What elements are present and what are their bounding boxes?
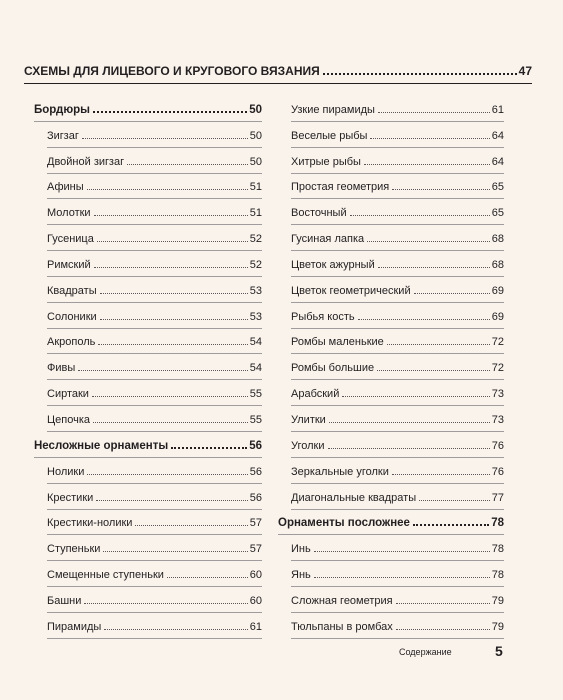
dot-leader: [329, 422, 490, 423]
toc-entry-row[interactable]: [34, 581, 262, 607]
toc-page-number: 73: [491, 413, 504, 426]
toc-entry-title: Смещенные ступеньки: [47, 569, 164, 582]
toc-entry-row[interactable]: [34, 245, 262, 271]
toc-entry-row[interactable]: [278, 297, 504, 323]
dot-leader: [342, 396, 489, 397]
dot-leader: [367, 241, 490, 242]
toc-entry-row[interactable]: [278, 193, 504, 219]
toc-page-number: 56: [249, 491, 262, 504]
dot-leader: [378, 112, 490, 113]
toc-entry-row[interactable]: [278, 271, 504, 297]
dot-leader: [96, 500, 247, 501]
toc-page-number: 72: [491, 362, 504, 375]
dot-leader: [100, 293, 248, 294]
toc-page-number: 57: [249, 543, 262, 556]
dot-leader: [82, 138, 248, 139]
dot-leader: [100, 319, 248, 320]
toc-entry-row[interactable]: [34, 297, 262, 323]
toc-entry-title: Крестики: [47, 491, 94, 504]
toc-page-number: 73: [491, 388, 504, 401]
toc-page-number: 56: [249, 439, 262, 452]
toc-entry-title: Башни: [47, 594, 82, 607]
toc-page-number: 61: [491, 103, 504, 116]
dot-leader: [93, 422, 248, 423]
toc-entry-row[interactable]: [278, 478, 504, 504]
toc-page-number: 68: [491, 233, 504, 246]
dot-leader: [396, 629, 490, 630]
toc-entry-row[interactable]: [34, 193, 262, 219]
toc-entry-row[interactable]: [278, 219, 504, 245]
toc-entry-title: Хитрые рыбы: [291, 155, 361, 168]
toc-page-number: 79: [491, 594, 504, 607]
toc-page-number: 50: [249, 155, 262, 168]
toc-entry-row[interactable]: [278, 426, 504, 452]
toc-page-number: 56: [249, 465, 262, 478]
dot-leader: [378, 267, 490, 268]
toc-entry-row[interactable]: [278, 323, 504, 349]
toc-entry-row[interactable]: [278, 452, 504, 478]
toc-page-number: 52: [249, 258, 262, 271]
dot-leader: [392, 189, 489, 190]
dot-leader: [328, 448, 490, 449]
toc-entry-title: Квадраты: [47, 284, 97, 297]
dot-leader: [94, 215, 248, 216]
dot-leader: [84, 603, 247, 604]
toc-entry-title: Молотки: [47, 207, 91, 220]
toc-entry-row[interactable]: [34, 323, 262, 349]
toc-entry-title: Диагональные квадраты: [291, 491, 417, 504]
dot-leader: [93, 111, 247, 113]
toc-entry-title: Улитки: [291, 413, 326, 426]
toc-entry-title: Гусиная лапка: [291, 233, 365, 246]
toc-page-number: 64: [491, 129, 504, 142]
toc-page-number: 78: [491, 517, 504, 530]
dot-leader: [87, 189, 248, 190]
toc-entry-title: Цепочка: [47, 413, 90, 426]
dot-leader: [377, 370, 490, 371]
toc-entry-title: Арабский: [291, 388, 340, 401]
dot-leader: [94, 267, 248, 268]
toc-page-number: 64: [491, 155, 504, 168]
toc-page-number: 53: [249, 284, 262, 297]
toc-page-number: 76: [491, 465, 504, 478]
toc-entry-row[interactable]: [34, 348, 262, 374]
toc-entry-title: Сложная геометрия: [291, 594, 393, 607]
dot-leader: [314, 551, 490, 552]
toc-section-title: Несложные орнаменты: [34, 439, 169, 452]
toc-entry-row[interactable]: [278, 168, 504, 194]
toc-page-number: 65: [491, 207, 504, 220]
toc-entry-row[interactable]: [278, 348, 504, 374]
dot-leader: [127, 164, 248, 165]
toc-entry-row[interactable]: [34, 219, 262, 245]
toc-entry-title: Зигзаг: [47, 129, 79, 142]
toc-entry-row[interactable]: [34, 271, 262, 297]
toc-page-number: 60: [249, 594, 262, 607]
toc-page-number: 51: [249, 181, 262, 194]
dot-leader: [135, 525, 247, 526]
toc-entry-title: Узкие пирамиды: [291, 103, 375, 116]
toc-entry-title: Восточный: [291, 207, 347, 220]
dot-leader: [358, 319, 490, 320]
toc-page-number: 61: [249, 620, 262, 633]
toc-section-title: Орнаменты посложнее: [278, 517, 410, 530]
toc-entry-title: Солоники: [47, 310, 97, 323]
toc-entry-row[interactable]: [34, 529, 262, 555]
dot-leader: [419, 500, 490, 501]
toc-entry-row[interactable]: [278, 400, 504, 426]
toc-page-number: 57: [249, 517, 262, 530]
toc-entry-title: Инь: [291, 543, 311, 556]
toc-entry-title: Римский: [47, 258, 91, 271]
toc-entry-row[interactable]: [34, 607, 262, 633]
toc-page-number: 78: [491, 569, 504, 582]
toc-entry-row[interactable]: [278, 374, 504, 400]
toc-page-number: 60: [249, 569, 262, 582]
toc-page-number: 76: [491, 439, 504, 452]
toc-column-left: [34, 90, 262, 633]
toc-entry-title: Двойной зигзаг: [47, 155, 125, 168]
toc-page-number: 77: [491, 491, 504, 504]
toc-entry-title: Ромбы маленькие: [291, 336, 384, 349]
toc-entry-row[interactable]: [34, 555, 262, 581]
dot-leader: [323, 73, 517, 75]
toc-column-right: [278, 90, 504, 633]
toc-page-number: 52: [249, 233, 262, 246]
dot-leader: [92, 396, 248, 397]
footer-section-label: Содержание: [399, 647, 452, 657]
dot-leader: [97, 241, 248, 242]
toc-page-number: 65: [491, 181, 504, 194]
toc-entry-row[interactable]: [34, 116, 262, 142]
toc-entry-title: Ромбы большие: [291, 362, 375, 375]
toc-entry-title: Ступеньки: [47, 543, 101, 556]
toc-header: [24, 58, 532, 78]
page-number: 5: [495, 643, 503, 659]
toc-entry-row[interactable]: [34, 374, 262, 400]
toc-entry-title: Зеркальные уголки: [291, 465, 389, 478]
toc-page-number: 55: [249, 413, 262, 426]
dot-leader: [413, 524, 489, 526]
toc-entry-row[interactable]: [278, 555, 504, 581]
dot-leader: [98, 344, 247, 345]
toc-entry-title: Цветок ажурный: [291, 258, 375, 271]
toc-entry-title: Янь: [291, 569, 311, 582]
toc-entry-row[interactable]: [34, 504, 262, 530]
dot-leader: [387, 344, 490, 345]
toc-entry-row[interactable]: [278, 142, 504, 168]
toc-entry-title: Акрополь: [47, 336, 96, 349]
toc-page-number: 55: [249, 388, 262, 401]
toc-entry-row[interactable]: [278, 581, 504, 607]
toc-header-title: СХЕМЫ ДЛЯ ЛИЦЕВОГО И КРУГОВОГО ВЯЗАНИЯ: [24, 64, 320, 78]
toc-entry-row[interactable]: [34, 478, 262, 504]
toc-page-number: 78: [491, 543, 504, 556]
toc-entry-title: Фивы: [47, 362, 76, 375]
toc-page-number: 50: [249, 129, 262, 142]
dot-leader: [350, 215, 490, 216]
dot-leader: [392, 474, 490, 475]
toc-entry-title: Крестики-нолики: [47, 517, 133, 530]
toc-section-row[interactable]: [34, 426, 262, 452]
toc-page-number: 79: [491, 620, 504, 633]
toc-page-number: 68: [491, 258, 504, 271]
toc-entry-title: Тюльпаны в ромбах: [291, 620, 393, 633]
toc-section-row[interactable]: [278, 504, 504, 530]
toc-entry-title: Уголки: [291, 439, 325, 452]
toc-page-number: 54: [249, 362, 262, 375]
dot-leader: [78, 370, 247, 371]
toc-entry-row[interactable]: [278, 90, 504, 116]
dot-leader: [104, 629, 247, 630]
toc-page-number: 72: [491, 336, 504, 349]
toc-entry-row[interactable]: [34, 400, 262, 426]
dot-leader: [103, 551, 247, 552]
toc-page-number: 69: [491, 310, 504, 323]
header-divider: [24, 83, 532, 84]
toc-entry-row[interactable]: [34, 168, 262, 194]
toc-page-number: 69: [491, 284, 504, 297]
toc-page-number: 53: [249, 310, 262, 323]
dot-leader: [370, 138, 489, 139]
toc-section-title: Бордюры: [34, 103, 90, 116]
toc-page-number: 54: [249, 336, 262, 349]
toc-page-number: 51: [249, 207, 262, 220]
toc-entry-row[interactable]: [278, 529, 504, 555]
toc-page-number: 50: [249, 103, 262, 116]
dot-leader: [171, 447, 247, 449]
toc-entry-title: Сиртаки: [47, 388, 89, 401]
dot-leader: [167, 577, 248, 578]
toc-entry-title: Нолики: [47, 465, 85, 478]
dot-leader: [396, 603, 490, 604]
toc-section-row[interactable]: [34, 90, 262, 116]
toc-entry-row[interactable]: [278, 116, 504, 142]
toc-entry-row[interactable]: [34, 452, 262, 478]
toc-entry-title: Афины: [47, 181, 84, 194]
dot-leader: [364, 164, 490, 165]
toc-entry-title: Гусеница: [47, 233, 94, 246]
toc-header-page: 47: [518, 64, 532, 78]
dot-leader: [87, 474, 247, 475]
toc-entry-row[interactable]: [34, 142, 262, 168]
toc-entry-title: Рыбья кость: [291, 310, 355, 323]
toc-entry-title: Цветок геометрический: [291, 284, 411, 297]
toc-entry-row[interactable]: [278, 607, 504, 633]
toc-entry-title: Веселые рыбы: [291, 129, 368, 142]
toc-entry-row[interactable]: [278, 245, 504, 271]
dot-leader: [414, 293, 490, 294]
toc-entry-title: Пирамиды: [47, 620, 102, 633]
toc-entry-title: Простая геометрия: [291, 181, 390, 194]
dot-leader: [314, 577, 490, 578]
